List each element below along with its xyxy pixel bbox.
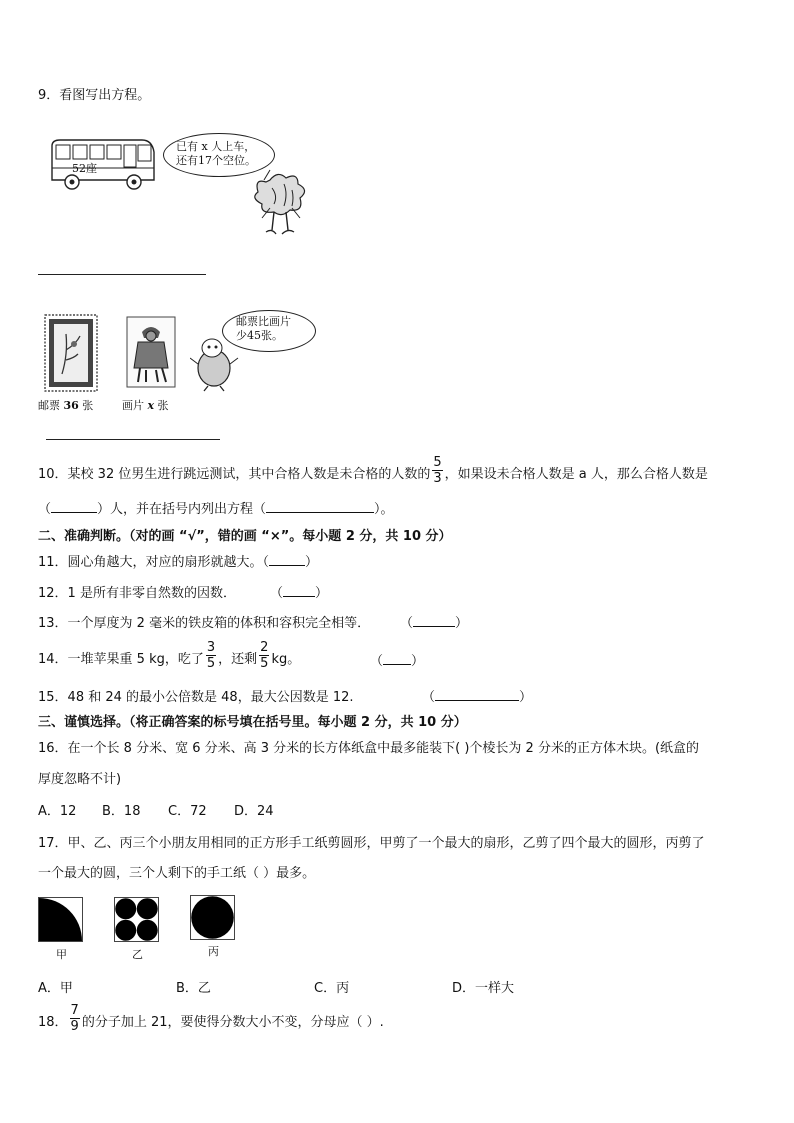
- stamp-illustration: [44, 314, 98, 392]
- q13-bracket: （ ）: [400, 616, 469, 631]
- figure-bing-square: [190, 895, 235, 940]
- figure-jia-square: [38, 897, 83, 942]
- bubble1-line2: 还有17个空位。: [176, 154, 256, 167]
- q10-blank-1[interactable]: [51, 500, 97, 513]
- q14-bracket: （ ）: [370, 654, 425, 669]
- q10-fraction: $\frac{5}{3}$: [433, 454, 442, 486]
- q17-option-b[interactable]: B．乙: [176, 981, 211, 996]
- section-2-heading: 二、准确判断。（对的画 “√”，错的画 “×”。每小题 2 分，共 10 分）: [38, 529, 452, 544]
- q15-bracket: （ ）: [422, 690, 533, 705]
- picture-card-illustration: [126, 316, 176, 388]
- q11-blank[interactable]: [269, 553, 305, 566]
- q9-answer-line-2[interactable]: [46, 439, 220, 440]
- q18-fraction: $\frac{7}{9}$: [70, 1002, 79, 1034]
- q13-blank[interactable]: [413, 614, 455, 627]
- q9-title: 9．看图写出方程。: [38, 88, 151, 103]
- single-circle-shape: [191, 896, 234, 939]
- q17-option-d[interactable]: D．一样大: [452, 981, 515, 996]
- q10-blank-2[interactable]: [266, 500, 374, 513]
- q18: 18． $\frac{7}{9}$ 的分子加上 21，要使得分数大小不变，分母应（ ）.: [38, 1002, 384, 1034]
- q11: 11．圆心角越大，对应的扇形就越大。（ ）: [38, 555, 319, 570]
- cabbage-character-illustration: [248, 168, 318, 240]
- q15: 15．48 和 24 的最小公倍数是 48，最大公因数是 12.: [38, 690, 354, 705]
- q17-option-c[interactable]: C．丙: [314, 981, 350, 996]
- four-circles-shape: [115, 898, 158, 941]
- q10-line1: 10．某校 32 位男生进行跳远测试，其中合格人数是未合格的人数的 $\frac{5}{3}$ ，如果设未合格人数是 a 人，那么合格人数是: [38, 454, 708, 486]
- figure-label-yi: 乙: [132, 948, 143, 961]
- q9-answer-line-1[interactable]: [38, 274, 206, 275]
- q16-option-c[interactable]: C．72: [168, 804, 207, 819]
- section-3-heading: 三、谨慎选择。（将正确答案的标号填在括号里。每小题 2 分，共 10 分）: [38, 715, 467, 730]
- bus-illustration: [46, 136, 158, 194]
- bus-seat-label: 52座: [72, 162, 97, 175]
- figure-label-jia: 甲: [56, 948, 67, 961]
- figure-label-bing: 丙: [208, 945, 219, 958]
- stamp-caption: 邮票 36 张: [38, 399, 94, 412]
- q12-blank[interactable]: [283, 584, 315, 597]
- bubble1-line1: 已有 x 人上车，: [176, 140, 256, 153]
- q14-blank[interactable]: [383, 652, 411, 665]
- q13: 13．一个厚度为 2 毫米的铁皮箱的体积和容积完全相等．: [38, 616, 371, 631]
- bubble2-line2: 少45张。: [236, 329, 283, 342]
- bubble2-line1: 邮票比画片: [236, 315, 291, 328]
- figure-yi-square: [114, 897, 159, 942]
- q17-option-a[interactable]: A．甲: [38, 981, 73, 996]
- q16-line1: 16．在一个长 8 分米、宽 6 分米、高 3 分米的长方体纸盒中最多能装下( )个棱长为 2 分米的正方体木块。(纸盒的: [38, 741, 700, 756]
- q17-line1: 17．甲、乙、丙三个小朋友用相同的正方形手工纸剪圆形，甲剪了一个最大的扇形，乙剪了四个最大的圆形，丙剪了: [38, 836, 705, 851]
- q10-line2: （ ）人，并在括号内列出方程（ ）。: [38, 502, 394, 517]
- q16-line2: 厚度忽略不计): [38, 772, 122, 787]
- bean-character-illustration: [190, 336, 240, 392]
- q15-blank[interactable]: [435, 688, 519, 701]
- q12-bracket: （ ）: [270, 586, 329, 601]
- q14-fraction-left: $\frac{2}{5}$: [260, 639, 269, 671]
- q12: 12．1 是所有非零自然数的因数．: [38, 586, 236, 601]
- q16-option-b[interactable]: B．18: [102, 804, 141, 819]
- picture-caption: 画片 x 张: [122, 399, 169, 412]
- quarter-circle-shape: [39, 898, 82, 941]
- q16-option-d[interactable]: D．24: [234, 804, 274, 819]
- q14: 14．一堆苹果重 5 kg，吃了 $\frac{3}{5}$ ，还剩 $\frac{2}{5}$ kg。: [38, 639, 301, 671]
- q16-option-a[interactable]: A．12: [38, 804, 77, 819]
- q17-line2: 一个最大的圆，三个人剩下的手工纸（ ）最多。: [38, 866, 316, 881]
- q14-fraction-eaten: $\frac{3}{5}$: [206, 639, 216, 671]
